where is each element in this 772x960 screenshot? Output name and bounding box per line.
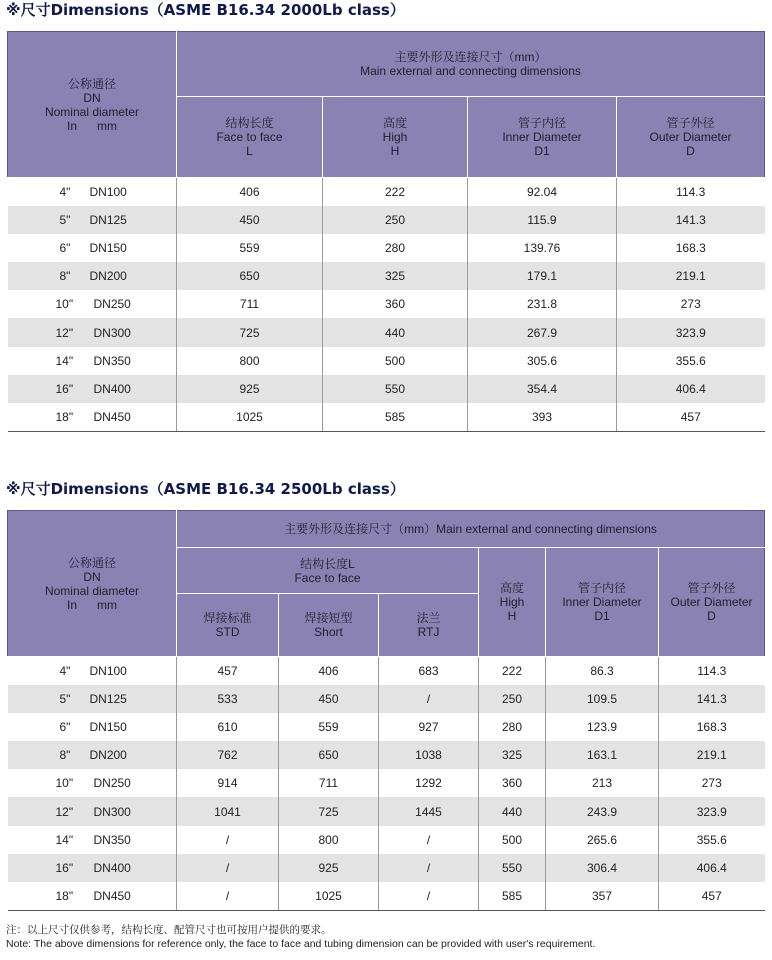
table-row <box>8 657 765 685</box>
cell-short: 450 <box>279 685 379 713</box>
header-high: 高度 High H <box>323 97 468 178</box>
cell-short: 406 <box>279 657 379 685</box>
header-main-dimensions: 主要外形及连接尺寸（mm） Main external and connecting dimensions <box>177 32 765 97</box>
cell-l: 650 <box>177 262 323 290</box>
cell-size-dn: DN300 <box>93 325 131 340</box>
cell-size <box>8 685 177 713</box>
cell-size <box>8 318 177 346</box>
cell-h: 250 <box>323 206 468 234</box>
cell-size-inch: 18" <box>55 409 74 424</box>
cell-h: 222 <box>323 178 468 206</box>
cell-d: 114.3 <box>659 657 765 685</box>
cell-size <box>8 882 177 910</box>
cell-h: 360 <box>479 769 546 797</box>
cell-d: 114.3 <box>617 178 765 206</box>
table-row <box>8 403 765 431</box>
cell-rtj: 927 <box>379 713 479 741</box>
cell-d1: 92.04 <box>468 178 617 206</box>
cell-std: 1041 <box>177 797 279 825</box>
cell-size-inch: 4" <box>59 663 71 678</box>
cell-size-dn: DN200 <box>89 748 127 763</box>
header-outer-diameter: 管子外径 Outer Diameter D <box>659 548 765 657</box>
cell-size-dn: DN450 <box>93 888 131 903</box>
header-flange-rtj: 法兰 RTJ <box>379 594 479 657</box>
cell-rtj: / <box>379 685 479 713</box>
cell-size <box>8 657 177 685</box>
cell-d: 273 <box>617 290 765 318</box>
cell-size-inch: 12" <box>55 325 74 340</box>
cell-rtj: 1292 <box>379 769 479 797</box>
cell-size <box>8 854 177 882</box>
cell-d1: 231.8 <box>468 290 617 318</box>
cell-size-dn: DN125 <box>89 691 127 706</box>
cell-size-dn: DN450 <box>93 409 131 424</box>
section-title-text: 尺寸Dimensions（ASME B16.34 2000Lb class） <box>20 1 405 19</box>
cell-rtj: 1445 <box>379 797 479 825</box>
cell-std: 914 <box>177 769 279 797</box>
cell-size <box>8 797 177 825</box>
cell-h: 440 <box>323 318 468 346</box>
cell-size-dn: DN100 <box>89 184 127 199</box>
dimensions-table-2000lb <box>7 31 765 432</box>
cell-size-inch: 8" <box>59 748 71 763</box>
header-face-to-face: 结构长度 Face to face L <box>177 97 323 178</box>
cell-d: 168.3 <box>659 713 765 741</box>
header-inner-diameter: 管子内径 Inner Diameter D1 <box>546 548 659 657</box>
dimensions-table-2500lb <box>7 510 765 911</box>
table-row <box>8 797 765 825</box>
cell-std: 533 <box>177 685 279 713</box>
header-main-dimensions: 主要外形及连接尺寸（mm）Main external and connecting dimensions <box>177 511 765 548</box>
cell-h: 250 <box>479 685 546 713</box>
header-weld-std: 焊接标准 STD <box>177 594 279 657</box>
cell-short: 1025 <box>279 882 379 910</box>
cell-d1: 357 <box>546 882 659 910</box>
cell-size <box>8 206 177 234</box>
cell-short: 711 <box>279 769 379 797</box>
cell-l: 1025 <box>177 403 323 431</box>
cell-d: 141.3 <box>617 206 765 234</box>
cell-d: 323.9 <box>617 318 765 346</box>
cell-d1: 267.9 <box>468 318 617 346</box>
cell-d: 406.4 <box>617 375 765 403</box>
table-row <box>8 318 765 346</box>
cell-size-inch: 10" <box>55 776 74 791</box>
cell-size-dn: DN400 <box>93 381 131 396</box>
cell-h: 440 <box>479 797 546 825</box>
reference-mark-icon: ※ <box>6 1 21 19</box>
header-inner-diameter: 管子内径 Inner Diameter D1 <box>468 97 617 178</box>
cell-d: 141.3 <box>659 685 765 713</box>
cell-size <box>8 347 177 375</box>
cell-d1: 213 <box>546 769 659 797</box>
cell-l: 450 <box>177 206 323 234</box>
table-row <box>8 713 765 741</box>
cell-d1: 115.9 <box>468 206 617 234</box>
cell-size-inch: 12" <box>55 804 74 819</box>
cell-rtj: / <box>379 854 479 882</box>
cell-rtj: 1038 <box>379 741 479 769</box>
cell-h: 325 <box>323 262 468 290</box>
cell-d1: 305.6 <box>468 347 617 375</box>
cell-size-dn: DN200 <box>89 269 127 284</box>
cell-l: 925 <box>177 375 323 403</box>
note-chinese: 注：以上尺寸仅供参考，结构长度、配管尺寸也可按用户提供的要求。 <box>6 924 332 936</box>
cell-size-dn: DN350 <box>93 353 131 368</box>
header-outer-diameter: 管子外径 Outer Diameter D <box>617 97 765 178</box>
cell-size-dn: DN400 <box>93 860 131 875</box>
cell-size-dn: DN350 <box>93 832 131 847</box>
section-title-text: 尺寸Dimensions（ASME B16.34 2500Lb class） <box>20 480 405 498</box>
cell-std: / <box>177 854 279 882</box>
cell-size-inch: 16" <box>55 860 74 875</box>
cell-size-dn: DN125 <box>89 212 127 227</box>
header-high: 高度 High H <box>479 548 546 657</box>
cell-d1: 86.3 <box>546 657 659 685</box>
cell-size-dn: DN100 <box>89 663 127 678</box>
header-weld-short: 焊接短型 Short <box>279 594 379 657</box>
cell-size <box>8 403 177 431</box>
cell-d1: 123.9 <box>546 713 659 741</box>
cell-size-inch: 4" <box>59 184 71 199</box>
cell-size-inch: 6" <box>59 240 71 255</box>
table-row <box>8 741 765 769</box>
note-english: Note: The above dimensions for reference only, the face to face and tubing dimension can be provided with user's requirement. <box>6 938 596 950</box>
cell-size-inch: 6" <box>59 719 71 734</box>
cell-size-inch: 14" <box>55 353 74 368</box>
cell-size <box>8 826 177 854</box>
cell-short: 800 <box>279 826 379 854</box>
header-nominal-diameter: 公称通径 DN Nominal diameter In mm <box>8 32 177 178</box>
cell-d: 219.1 <box>617 262 765 290</box>
cell-d: 355.6 <box>617 347 765 375</box>
cell-d1: 393 <box>468 403 617 431</box>
cell-short: 925 <box>279 854 379 882</box>
header-face-to-face-group: 结构长度L Face to face <box>177 548 479 594</box>
cell-l: 559 <box>177 234 323 262</box>
cell-d: 457 <box>659 882 765 910</box>
cell-d1: 109.5 <box>546 685 659 713</box>
table-row <box>8 347 765 375</box>
cell-std: 610 <box>177 713 279 741</box>
cell-rtj: 683 <box>379 657 479 685</box>
cell-d: 355.6 <box>659 826 765 854</box>
cell-h: 500 <box>323 347 468 375</box>
table-row <box>8 290 765 318</box>
cell-std: / <box>177 826 279 854</box>
table-row <box>8 882 765 910</box>
cell-h: 280 <box>323 234 468 262</box>
table-row <box>8 826 765 854</box>
table-row <box>8 685 765 713</box>
table-row <box>8 234 765 262</box>
cell-size-inch: 10" <box>55 297 74 312</box>
cell-size-inch: 8" <box>59 269 71 284</box>
cell-rtj: / <box>379 882 479 910</box>
cell-size-dn: DN300 <box>93 804 131 819</box>
cell-std: 457 <box>177 657 279 685</box>
cell-d: 168.3 <box>617 234 765 262</box>
cell-size-inch: 5" <box>59 212 71 227</box>
cell-h: 550 <box>323 375 468 403</box>
cell-size <box>8 713 177 741</box>
cell-size-inch: 16" <box>55 381 74 396</box>
cell-d1: 306.4 <box>546 854 659 882</box>
cell-size-dn: DN150 <box>89 719 127 734</box>
cell-h: 222 <box>479 657 546 685</box>
table-row <box>8 262 765 290</box>
table-row <box>8 178 765 206</box>
cell-h: 550 <box>479 854 546 882</box>
table-row <box>8 375 765 403</box>
cell-size-inch: 14" <box>55 832 74 847</box>
header-nominal-diameter: 公称通径 DN Nominal diameter In mm <box>8 511 177 657</box>
cell-size <box>8 741 177 769</box>
cell-d1: 139.76 <box>468 234 617 262</box>
cell-l: 725 <box>177 318 323 346</box>
cell-h: 360 <box>323 290 468 318</box>
cell-std: 762 <box>177 741 279 769</box>
cell-size-dn: DN150 <box>89 240 127 255</box>
cell-d: 273 <box>659 769 765 797</box>
cell-d: 219.1 <box>659 741 765 769</box>
table-row <box>8 769 765 797</box>
cell-h: 585 <box>323 403 468 431</box>
cell-short: 725 <box>279 797 379 825</box>
section-title-2000lb <box>6 0 405 20</box>
cell-h: 325 <box>479 741 546 769</box>
cell-size <box>8 290 177 318</box>
cell-size-dn: DN250 <box>93 776 131 791</box>
cell-d: 457 <box>617 403 765 431</box>
cell-h: 585 <box>479 882 546 910</box>
cell-d1: 179.1 <box>468 262 617 290</box>
cell-size-inch: 5" <box>59 691 71 706</box>
table-row <box>8 206 765 234</box>
cell-rtj: / <box>379 826 479 854</box>
cell-h: 500 <box>479 826 546 854</box>
cell-d1: 265.6 <box>546 826 659 854</box>
cell-d1: 354.4 <box>468 375 617 403</box>
table-row <box>8 854 765 882</box>
cell-size <box>8 769 177 797</box>
reference-mark-icon: ※ <box>6 480 21 498</box>
cell-size <box>8 375 177 403</box>
cell-size <box>8 178 177 206</box>
cell-d: 323.9 <box>659 797 765 825</box>
section-title-2500lb <box>6 478 405 499</box>
cell-d1: 163.1 <box>546 741 659 769</box>
cell-size-dn: DN250 <box>93 297 131 312</box>
cell-std: / <box>177 882 279 910</box>
cell-h: 280 <box>479 713 546 741</box>
cell-short: 559 <box>279 713 379 741</box>
cell-d: 406.4 <box>659 854 765 882</box>
cell-size <box>8 234 177 262</box>
cell-size-inch: 18" <box>55 888 74 903</box>
cell-d1: 243.9 <box>546 797 659 825</box>
cell-l: 406 <box>177 178 323 206</box>
cell-size <box>8 262 177 290</box>
cell-l: 711 <box>177 290 323 318</box>
cell-short: 650 <box>279 741 379 769</box>
cell-l: 800 <box>177 347 323 375</box>
